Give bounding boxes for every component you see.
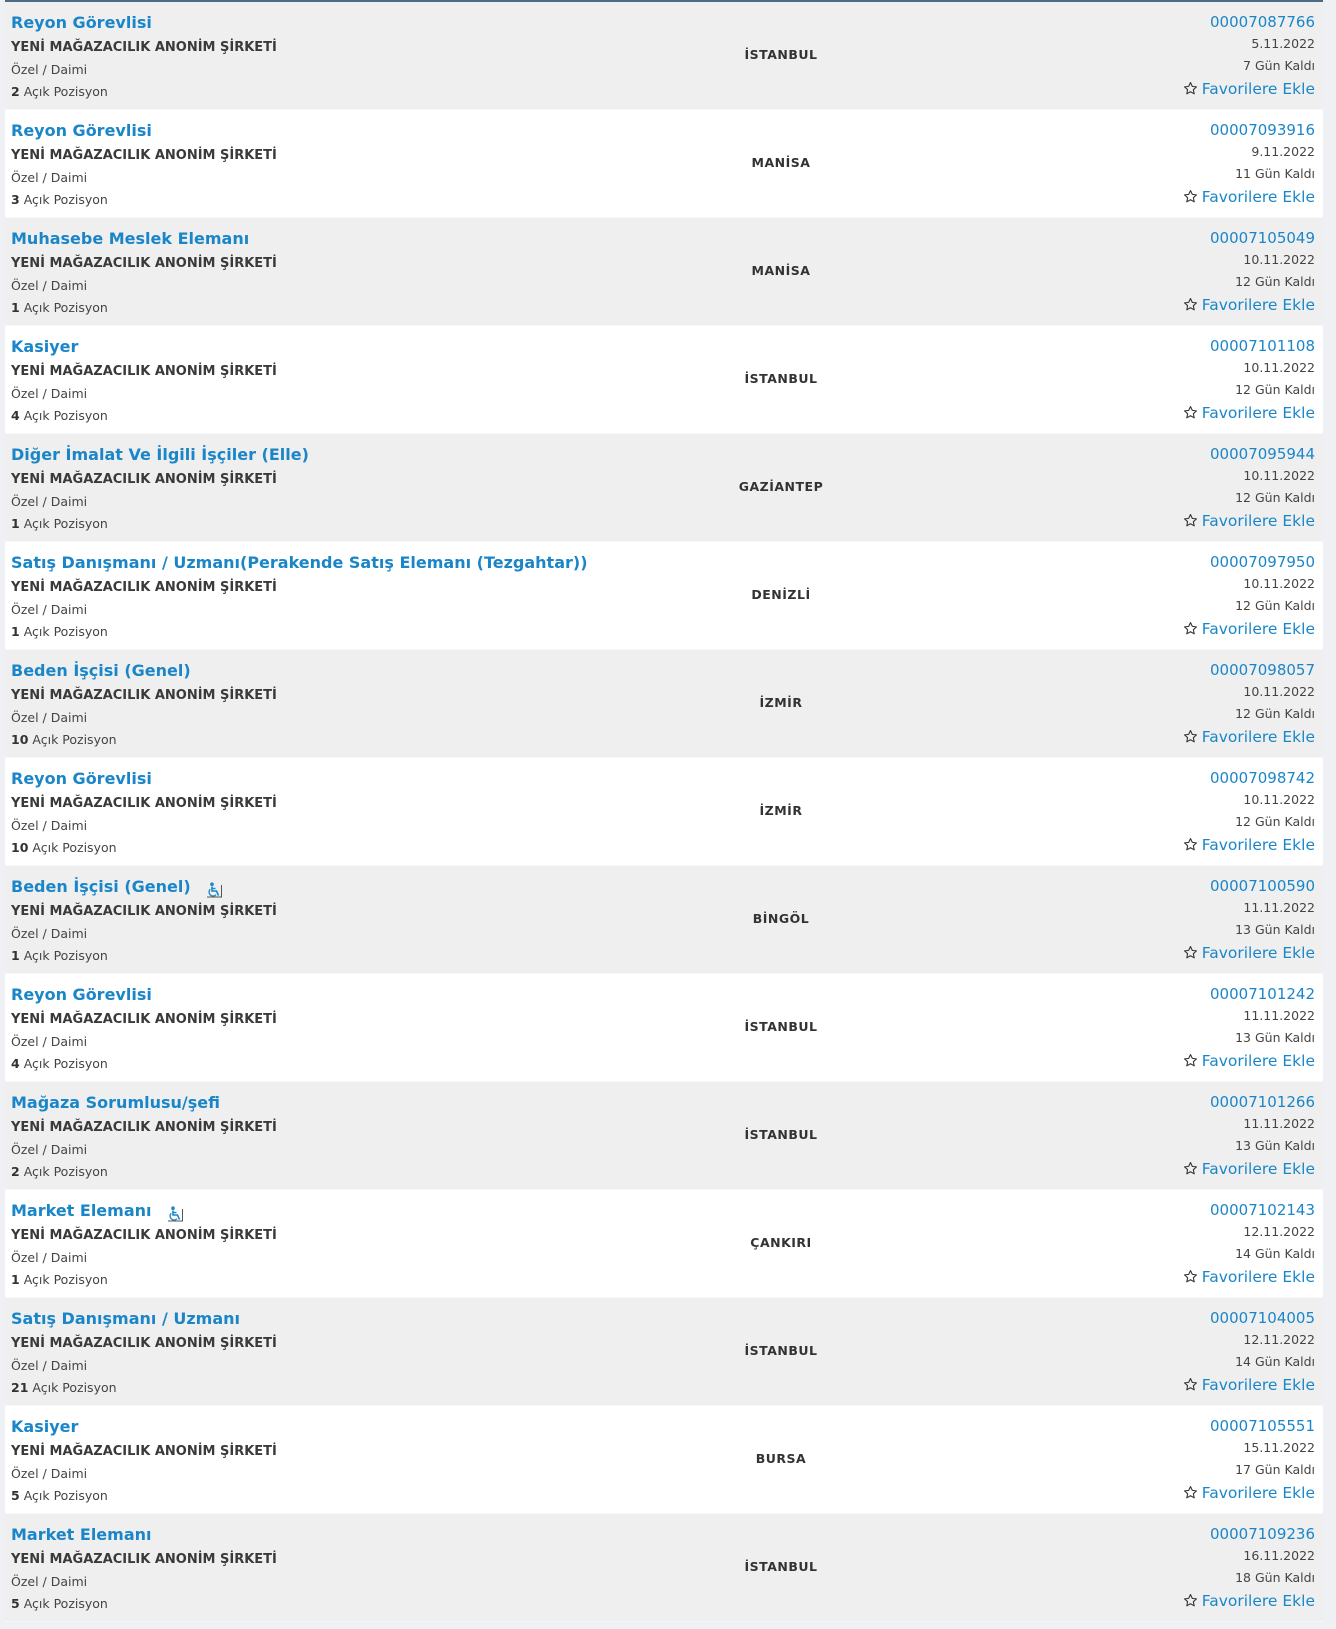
open-positions: [11, 1161, 651, 1183]
company-name: YENİ MAĞAZACILIK ANONİM ŞİRKETİ: [11, 688, 277, 703]
job-date: 5.11.2022: [1251, 36, 1315, 51]
company-name: YENİ MAĞAZACILIK ANONİM ŞİRKETİ: [11, 1120, 277, 1135]
job-info: [11, 550, 651, 643]
job-city: ÇANKIRI: [750, 1235, 812, 1250]
company-name: YENİ MAĞAZACILIK ANONİM ŞİRKETİ: [11, 1336, 277, 1351]
add-to-favorites-label: Favorilere Ekle: [1201, 1484, 1315, 1502]
job-listing-row: [5, 866, 1323, 974]
add-to-favorites-label: Favorilere Ekle: [1201, 944, 1315, 962]
open-positions-label: Açık Pozisyon: [23, 1596, 108, 1611]
add-to-favorites-button[interactable]: [1015, 1157, 1315, 1181]
open-positions-label: Açık Pozisyon: [23, 948, 108, 963]
open-positions-label: Açık Pozisyon: [32, 1380, 117, 1395]
job-code-link[interactable]: 00007095944: [1210, 445, 1315, 463]
job-info: [11, 874, 651, 967]
job-meta: [1015, 227, 1315, 317]
job-title-line: [11, 1198, 651, 1224]
job-city: İSTANBUL: [744, 47, 818, 62]
job-meta: [1015, 119, 1315, 209]
job-info: [11, 334, 651, 427]
job-title-line: [11, 1414, 651, 1440]
job-meta: [1015, 767, 1315, 857]
open-positions: [11, 297, 651, 319]
job-date: 10.11.2022: [1243, 468, 1315, 483]
job-city: İSTANBUL: [744, 1559, 818, 1574]
add-to-favorites-button[interactable]: [1015, 1049, 1315, 1073]
job-code-link[interactable]: 00007101108: [1210, 337, 1315, 355]
open-positions: [11, 81, 651, 103]
job-title-line: [11, 982, 651, 1008]
open-positions-label: Açık Pozisyon: [23, 84, 108, 99]
job-date: 12.11.2022: [1243, 1332, 1315, 1347]
company-name: YENİ MAĞAZACILIK ANONİM ŞİRKETİ: [11, 40, 277, 55]
job-listing-row: [5, 542, 1323, 650]
job-city: İSTANBUL: [744, 1127, 818, 1142]
add-to-favorites-label: Favorilere Ekle: [1201, 404, 1315, 422]
star-outline-icon: [1183, 621, 1198, 636]
job-meta: [1015, 659, 1315, 749]
employment-type: Özel / Daimi: [11, 1574, 88, 1589]
job-code-link[interactable]: 00007098742: [1210, 769, 1315, 787]
job-code-link[interactable]: 00007097950: [1210, 553, 1315, 571]
job-code-link[interactable]: 00007105551: [1210, 1417, 1315, 1435]
add-to-favorites-button[interactable]: [1015, 941, 1315, 965]
job-meta: [1015, 11, 1315, 101]
job-title-link[interactable]: Market Elemanı: [11, 1201, 152, 1220]
open-positions-label: Açık Pozisyon: [23, 1272, 108, 1287]
open-positions-count: 1: [11, 300, 20, 315]
add-to-favorites-button[interactable]: [1015, 617, 1315, 641]
company-name: YENİ MAĞAZACILIK ANONİM ŞİRKETİ: [11, 1228, 277, 1243]
add-to-favorites-button[interactable]: [1015, 833, 1315, 857]
add-to-favorites-button[interactable]: [1015, 1265, 1315, 1289]
add-to-favorites-button[interactable]: [1015, 509, 1315, 533]
job-city: BURSA: [755, 1451, 807, 1466]
days-left: 13 Gün Kaldı: [1235, 1138, 1315, 1153]
star-outline-icon: [1183, 81, 1198, 96]
open-positions-label: Açık Pozisyon: [23, 408, 108, 423]
job-title-line: [11, 334, 651, 360]
job-meta: [1015, 875, 1315, 965]
job-title-link[interactable]: Satış Danışmanı / Uzmanı: [11, 1309, 240, 1328]
job-title-line: [11, 766, 651, 792]
open-positions: [11, 621, 651, 643]
job-code-link[interactable]: 00007101242: [1210, 985, 1315, 1003]
job-listing-row: [5, 650, 1323, 758]
job-info: [11, 442, 651, 535]
job-city: İSTANBUL: [744, 1343, 818, 1358]
open-positions-count: 3: [11, 192, 20, 207]
days-left: 18 Gün Kaldı: [1235, 1570, 1315, 1585]
add-to-favorites-label: Favorilere Ekle: [1201, 728, 1315, 746]
company-name: YENİ MAĞAZACILIK ANONİM ŞİRKETİ: [11, 580, 277, 595]
job-meta: [1015, 551, 1315, 641]
job-listing-row: [5, 758, 1323, 866]
days-left: 12 Gün Kaldı: [1235, 598, 1315, 613]
company-name: YENİ MAĞAZACILIK ANONİM ŞİRKETİ: [11, 796, 277, 811]
job-code-link[interactable]: 00007109236: [1210, 1525, 1315, 1543]
job-code-link[interactable]: 00007104005: [1210, 1309, 1315, 1327]
open-positions-label: Açık Pozisyon: [23, 624, 108, 639]
star-outline-icon: [1183, 405, 1198, 420]
add-to-favorites-button[interactable]: [1015, 1373, 1315, 1397]
job-listing-row: [5, 2, 1323, 110]
job-info: [11, 658, 651, 751]
job-title-link[interactable]: Beden İşçisi (Genel): [11, 661, 191, 680]
open-positions: [11, 729, 651, 751]
job-title-link[interactable]: Muhasebe Meslek Elemanı: [11, 229, 250, 248]
open-positions-label: Açık Pozisyon: [23, 1164, 108, 1179]
days-left: 7 Gün Kaldı: [1243, 58, 1315, 73]
star-outline-icon: [1183, 1161, 1198, 1176]
job-title-line: [11, 1090, 651, 1116]
add-to-favorites-label: Favorilere Ekle: [1201, 1592, 1315, 1610]
open-positions: [11, 513, 651, 535]
job-date: 15.11.2022: [1243, 1440, 1315, 1455]
job-title-line: [11, 550, 651, 576]
job-listing-row: [5, 1406, 1323, 1514]
add-to-favorites-label: Favorilere Ekle: [1201, 512, 1315, 530]
job-listing-row: [5, 974, 1323, 1082]
open-positions-count: 2: [11, 1164, 20, 1179]
open-positions: [11, 1377, 651, 1399]
company-name: YENİ MAĞAZACILIK ANONİM ŞİRKETİ: [11, 472, 277, 487]
job-code-link[interactable]: 00007100590: [1210, 877, 1315, 895]
job-meta: [1015, 1415, 1315, 1505]
job-title-link[interactable]: Beden İşçisi (Genel): [11, 877, 191, 896]
job-info: [11, 10, 651, 103]
open-positions-count: 4: [11, 408, 20, 423]
employment-type: Özel / Daimi: [11, 170, 88, 185]
job-info: [11, 766, 651, 859]
star-outline-icon: [1183, 1377, 1198, 1392]
job-meta: [1015, 1091, 1315, 1181]
star-outline-icon: [1183, 837, 1198, 852]
days-left: 14 Gün Kaldı: [1235, 1354, 1315, 1369]
add-to-favorites-label: Favorilere Ekle: [1201, 1052, 1315, 1070]
job-title-line: [11, 10, 651, 36]
job-title-line: [11, 1522, 651, 1548]
job-city: İSTANBUL: [744, 371, 818, 386]
company-name: YENİ MAĞAZACILIK ANONİM ŞİRKETİ: [11, 256, 277, 271]
days-left: 12 Gün Kaldı: [1235, 814, 1315, 829]
job-meta: [1015, 1199, 1315, 1289]
job-listing-row: [5, 1514, 1323, 1622]
job-city: İSTANBUL: [744, 1019, 818, 1034]
employment-type: Özel / Daimi: [11, 386, 88, 401]
add-to-favorites-button[interactable]: [1015, 1589, 1315, 1613]
open-positions: [11, 1485, 651, 1507]
days-left: 13 Gün Kaldı: [1235, 922, 1315, 937]
employment-type: Özel / Daimi: [11, 602, 88, 617]
open-positions-count: 10: [11, 732, 29, 747]
star-outline-icon: [1183, 513, 1198, 528]
open-positions-count: 1: [11, 624, 20, 639]
job-title-link[interactable]: Reyon Görevlisi: [11, 769, 152, 788]
star-outline-icon: [1183, 729, 1198, 744]
days-left: 12 Gün Kaldı: [1235, 490, 1315, 505]
job-info: [11, 1198, 651, 1291]
employment-type: Özel / Daimi: [11, 710, 88, 725]
open-positions: [11, 1593, 651, 1615]
employment-type: Özel / Daimi: [11, 1034, 88, 1049]
job-date: 9.11.2022: [1251, 144, 1315, 159]
open-positions-label: Açık Pozisyon: [23, 1056, 108, 1071]
job-meta: [1015, 983, 1315, 1073]
job-title-link[interactable]: Kasiyer: [11, 1417, 79, 1436]
job-title-link[interactable]: Satış Danışmanı / Uzmanı(Perakende Satış Elemanı (Tezgahtar)): [11, 553, 588, 572]
job-listing-row: [5, 434, 1323, 542]
job-title-link[interactable]: Market Elemanı: [11, 1525, 152, 1544]
job-title-link[interactable]: Reyon Görevlisi: [11, 121, 152, 140]
add-to-favorites-label: Favorilere Ekle: [1201, 188, 1315, 206]
days-left: 13 Gün Kaldı: [1235, 1030, 1315, 1045]
job-listing-row: [5, 218, 1323, 326]
open-positions: [11, 945, 651, 967]
job-date: 10.11.2022: [1243, 684, 1315, 699]
star-outline-icon: [1183, 945, 1198, 960]
job-date: 10.11.2022: [1243, 576, 1315, 591]
job-listing-row: [5, 326, 1323, 434]
add-to-favorites-button[interactable]: [1015, 1481, 1315, 1505]
job-title-link[interactable]: Diğer İmalat Ve İlgili İşçiler (Elle): [11, 445, 309, 464]
job-title-line: [11, 226, 651, 252]
add-to-favorites-button[interactable]: [1015, 725, 1315, 749]
wheelchair-icon: [167, 1204, 185, 1220]
open-positions-label: Açık Pozisyon: [23, 516, 108, 531]
job-city: MANİSA: [751, 263, 811, 278]
star-outline-icon: [1183, 1269, 1198, 1284]
job-title-line: [11, 658, 651, 684]
open-positions-count: 21: [11, 1380, 29, 1395]
employment-type: Özel / Daimi: [11, 926, 88, 941]
open-positions: [11, 1269, 651, 1291]
days-left: 11 Gün Kaldı: [1235, 166, 1315, 181]
job-city: BİNGÖL: [752, 911, 810, 926]
open-positions: [11, 405, 651, 427]
company-name: YENİ MAĞAZACILIK ANONİM ŞİRKETİ: [11, 148, 277, 163]
add-to-favorites-label: Favorilere Ekle: [1201, 1376, 1315, 1394]
job-code-link[interactable]: 00007098057: [1210, 661, 1315, 679]
job-listing-row: [5, 1082, 1323, 1190]
job-title-line: [11, 1306, 651, 1332]
add-to-favorites-button[interactable]: [1015, 401, 1315, 425]
add-to-favorites-label: Favorilere Ekle: [1201, 1268, 1315, 1286]
job-meta: [1015, 1523, 1315, 1613]
add-to-favorites-button[interactable]: [1015, 293, 1315, 317]
open-positions: [11, 837, 651, 859]
wheelchair-icon: [206, 880, 224, 896]
add-to-favorites-label: Favorilere Ekle: [1201, 1160, 1315, 1178]
employment-type: Özel / Daimi: [11, 1250, 88, 1265]
employment-type: Özel / Daimi: [11, 1142, 88, 1157]
job-info: [11, 118, 651, 211]
open-positions: [11, 189, 651, 211]
job-code-link[interactable]: 00007101266: [1210, 1093, 1315, 1111]
job-title-link[interactable]: Reyon Görevlisi: [11, 985, 152, 1004]
employment-type: Özel / Daimi: [11, 818, 88, 833]
open-positions-count: 2: [11, 84, 20, 99]
job-code-link[interactable]: 00007093916: [1210, 121, 1315, 139]
open-positions-count: 5: [11, 1488, 20, 1503]
add-to-favorites-label: Favorilere Ekle: [1201, 80, 1315, 98]
open-positions-label: Açık Pozisyon: [32, 840, 117, 855]
company-name: YENİ MAĞAZACILIK ANONİM ŞİRKETİ: [11, 1012, 277, 1027]
job-date: 10.11.2022: [1243, 360, 1315, 375]
star-outline-icon: [1183, 189, 1198, 204]
job-list: [5, 0, 1323, 1622]
open-positions-label: Açık Pozisyon: [23, 300, 108, 315]
open-positions-count: 5: [11, 1596, 20, 1611]
job-info: [11, 226, 651, 319]
job-title-link[interactable]: Reyon Görevlisi: [11, 13, 152, 32]
job-date: 10.11.2022: [1243, 252, 1315, 267]
job-date: 11.11.2022: [1243, 1116, 1315, 1131]
company-name: YENİ MAĞAZACILIK ANONİM ŞİRKETİ: [11, 1552, 277, 1567]
job-date: 11.11.2022: [1243, 900, 1315, 915]
days-left: 14 Gün Kaldı: [1235, 1246, 1315, 1261]
job-city: DENİZLİ: [751, 587, 811, 602]
add-to-favorites-label: Favorilere Ekle: [1201, 836, 1315, 854]
job-listing-row: [5, 1298, 1323, 1406]
job-date: 10.11.2022: [1243, 792, 1315, 807]
job-code-link[interactable]: 00007105049: [1210, 229, 1315, 247]
job-meta: [1015, 1307, 1315, 1397]
open-positions-label: Açık Pozisyon: [23, 1488, 108, 1503]
add-to-favorites-button[interactable]: [1015, 77, 1315, 101]
job-meta: [1015, 335, 1315, 425]
job-meta: [1015, 443, 1315, 533]
job-city: MANİSA: [751, 155, 811, 170]
employment-type: Özel / Daimi: [11, 494, 88, 509]
job-city: İZMİR: [759, 803, 803, 818]
job-listing-row: [5, 1190, 1323, 1298]
star-outline-icon: [1183, 1593, 1198, 1608]
days-left: 12 Gün Kaldı: [1235, 706, 1315, 721]
job-date: 11.11.2022: [1243, 1008, 1315, 1023]
job-info: [11, 1306, 651, 1399]
add-to-favorites-label: Favorilere Ekle: [1201, 296, 1315, 314]
job-city: İZMİR: [759, 695, 803, 710]
job-title-line: [11, 442, 651, 468]
employment-type: Özel / Daimi: [11, 1358, 88, 1373]
job-code-link[interactable]: 00007102143: [1210, 1201, 1315, 1219]
star-outline-icon: [1183, 297, 1198, 312]
company-name: YENİ MAĞAZACILIK ANONİM ŞİRKETİ: [11, 1444, 277, 1459]
job-date: 12.11.2022: [1243, 1224, 1315, 1239]
star-outline-icon: [1183, 1485, 1198, 1500]
job-city: GAZİANTEP: [738, 479, 824, 494]
job-info: [11, 1522, 651, 1615]
company-name: YENİ MAĞAZACILIK ANONİM ŞİRKETİ: [11, 364, 277, 379]
job-code-link[interactable]: 00007087766: [1210, 13, 1315, 31]
open-positions-count: 1: [11, 1272, 20, 1287]
star-outline-icon: [1183, 1053, 1198, 1068]
employment-type: Özel / Daimi: [11, 278, 88, 293]
job-date: 16.11.2022: [1243, 1548, 1315, 1563]
open-positions-label: Açık Pozisyon: [32, 732, 117, 747]
days-left: 12 Gün Kaldı: [1235, 274, 1315, 289]
job-listing-row: [5, 110, 1323, 218]
company-name: YENİ MAĞAZACILIK ANONİM ŞİRKETİ: [11, 904, 277, 919]
job-title-line: [11, 118, 651, 144]
days-left: 12 Gün Kaldı: [1235, 382, 1315, 397]
open-positions: [11, 1053, 651, 1075]
job-title-link[interactable]: Kasiyer: [11, 337, 79, 356]
employment-type: Özel / Daimi: [11, 1466, 88, 1481]
open-positions-count: 10: [11, 840, 29, 855]
add-to-favorites-label: Favorilere Ekle: [1201, 620, 1315, 638]
days-left: 17 Gün Kaldı: [1235, 1462, 1315, 1477]
add-to-favorites-button[interactable]: [1015, 185, 1315, 209]
job-info: [11, 1090, 651, 1183]
open-positions-label: Açık Pozisyon: [23, 192, 108, 207]
job-title-link[interactable]: Mağaza Sorumlusu/şefi: [11, 1093, 220, 1112]
open-positions-count: 4: [11, 1056, 20, 1071]
job-title-line: [11, 874, 651, 900]
open-positions-count: 1: [11, 948, 20, 963]
employment-type: Özel / Daimi: [11, 62, 88, 77]
job-info: [11, 1414, 651, 1507]
open-positions-count: 1: [11, 516, 20, 531]
job-info: [11, 982, 651, 1075]
